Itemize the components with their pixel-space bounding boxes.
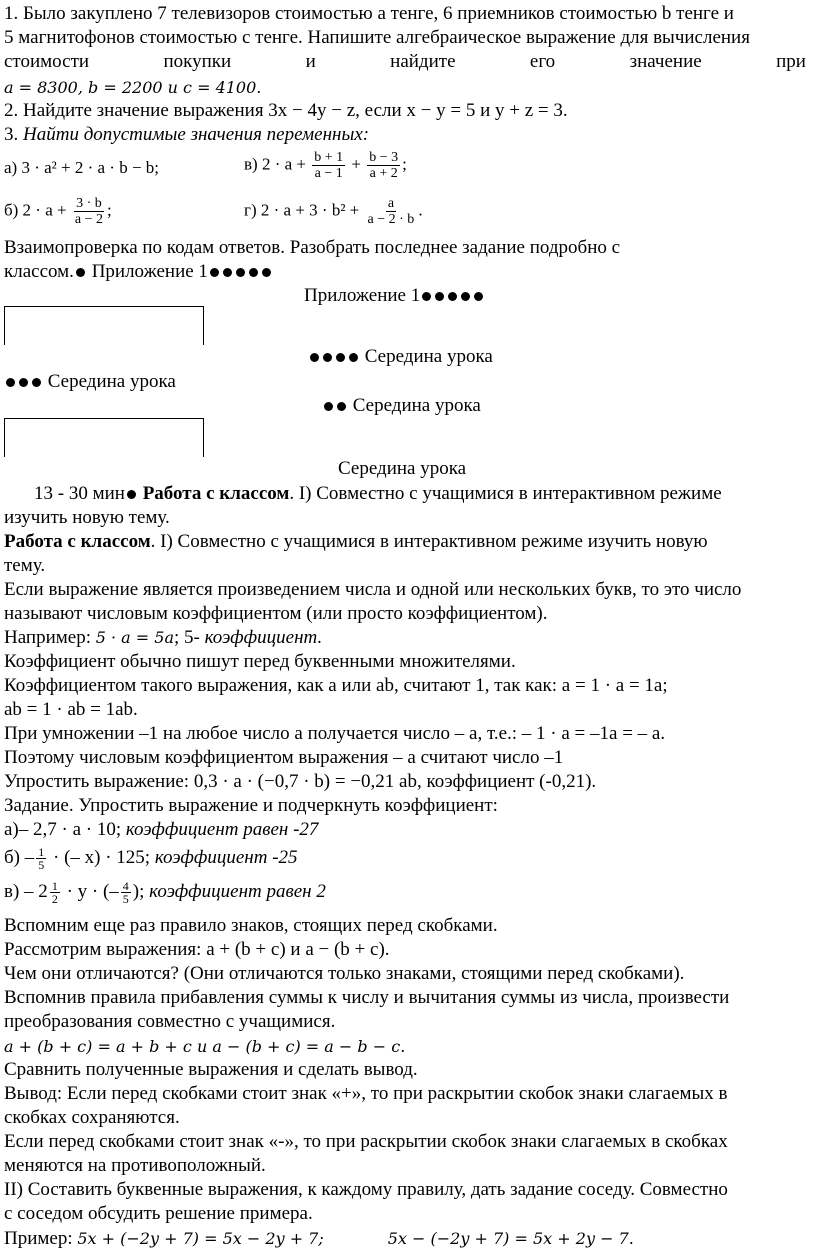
formula-line: a + (b + c) = a + b + c и a − (b + c) = a − b − c. bbox=[4, 1037, 406, 1056]
exercise-g: г) 2 · a + 3 · b² + $\frac{a}{a - 2 \cdot b}$ . bbox=[244, 196, 423, 227]
bullet-dot-icon bbox=[223, 268, 232, 277]
paragraph: Упростить выражение: 0,3 · a · (−0,7 · b) = −0,21 ab, коэффициент (-0,21). bbox=[4, 771, 597, 792]
bullet-dot-icon bbox=[6, 378, 15, 387]
middle-label-2: Середина урока bbox=[4, 370, 806, 393]
exercise-v: в) 2 · a + $\frac{b + 1}{a - 1}$ + $\frac{b - 3}{a + 2}$ ; bbox=[244, 150, 407, 181]
bullet-dot-icon bbox=[324, 402, 333, 411]
word: значение bbox=[629, 51, 702, 72]
middle-label-1: Середина урока bbox=[308, 345, 806, 368]
task3-title: Найти допустимые значения переменных: bbox=[23, 124, 370, 145]
bullet-dot-icon bbox=[336, 353, 345, 362]
word: стоимости bbox=[4, 51, 90, 72]
fraction: $\frac{b - 3}{a + 2}$ bbox=[369, 150, 399, 181]
empty-frame bbox=[4, 306, 204, 345]
lesson-line2: изучить новую тему. bbox=[4, 507, 170, 528]
bullet-dot-icon bbox=[435, 292, 444, 301]
task3-heading bbox=[4, 123, 806, 146]
lesson-line3: Работа с классом. I) Совместно с учащимися в интерактивном режиме изучить новую bbox=[4, 531, 708, 552]
task1-line3 bbox=[4, 50, 806, 73]
bullet-dot-icon bbox=[249, 268, 258, 277]
paragraph: Коэффициент обычно пишут перед буквенными множителями. bbox=[4, 651, 516, 672]
bullet-dot-icon bbox=[323, 353, 332, 362]
fraction: $\frac{a}{a - 2 \cdot b}$ bbox=[367, 196, 415, 227]
paragraph: Поэтому числовым коэффициентом выражения – a считают число –1 bbox=[4, 747, 564, 768]
appendix-heading: Приложение 1 bbox=[304, 284, 806, 307]
bullet-dot-icon bbox=[422, 292, 431, 301]
paragraph: Вспомнив правила прибавления суммы к числу и вычитания суммы из числа, произвести bbox=[4, 987, 730, 1008]
exercise-a: а) 3 · a² + 2 · a · b − b; bbox=[4, 158, 160, 177]
paragraph: с соседом обсудить решение примера. bbox=[4, 1203, 313, 1224]
paragraph: Коэффициентом такого выражения, как a или ab, считают 1, так как: a = 1 · a = 1a; bbox=[4, 675, 668, 696]
fraction: $\frac{4}{5}$ bbox=[122, 879, 129, 907]
empty-frame bbox=[4, 418, 204, 457]
word: его bbox=[529, 51, 556, 72]
bullet-dot-icon bbox=[127, 490, 136, 499]
lesson-line4: тему. bbox=[4, 555, 46, 576]
word: и bbox=[305, 51, 316, 72]
task-b: б) – $\frac{1}{5}$ · (– x) · 125; коэффициент -25 bbox=[4, 845, 298, 873]
bullet-dot-icon bbox=[19, 378, 28, 387]
bullet-dot-icon bbox=[461, 292, 470, 301]
example-final: Пример: 5x + (−2y + 7) = 5x − 2y + 7; 5x − (−2y + 7) = 5x + 2y − 7. bbox=[4, 1228, 634, 1249]
lesson-time-line: 13 - 30 мин Работа с классом. I) Совместно с учащимися в интерактивном режиме bbox=[34, 483, 722, 504]
bullet-dot-icon bbox=[76, 268, 85, 277]
paragraph: Если перед скобками стоит знак «-», то при раскрытии скобок знаки слагаемых в скобках bbox=[4, 1131, 728, 1152]
review-line1: Взаимопроверка по кодам ответов. Разобрать последнее задание подробно с bbox=[4, 237, 621, 258]
bullet-dot-icon bbox=[448, 292, 457, 301]
middle-label-3: Середина урока bbox=[322, 394, 806, 417]
bullet-dot-icon bbox=[349, 353, 358, 362]
task-v: в) – 2 $\frac{1}{2}$ · y · (– $\frac{4}{5}$ ); коэффициент равен 2 bbox=[4, 879, 326, 907]
task1-line1: 1. Было закуплено 7 телевизоров стоимостью a тенге, 6 приемников стоимостью b тенге и bbox=[4, 3, 734, 24]
paragraph: Задание. Упростить выражение и подчеркнуть коэффициент: bbox=[4, 795, 498, 816]
fraction: $\frac{3 \cdot b}{a - 2}$ bbox=[74, 196, 103, 227]
review-line2: классом. Приложение 1 bbox=[4, 260, 806, 283]
task3-number: 3. bbox=[4, 124, 23, 145]
paragraph: Сравнить полученные выражения и сделать вывод. bbox=[4, 1059, 418, 1080]
fraction: $\frac{1}{5}$ bbox=[38, 845, 45, 873]
task-a: а)– 2,7 · a · 10; коэффициент равен -27 bbox=[4, 819, 319, 840]
paragraph: Чем они отличаются? (Они отличаются только знаками, стоящими перед скобками). bbox=[4, 963, 685, 984]
word: при bbox=[776, 51, 806, 72]
task1-line2: 5 магнитофонов стоимостью c тенге. Напишите алгебраическое выражение для вычисления bbox=[4, 27, 750, 48]
task2: 2. Найдите значение выражения 3x − 4y − z, если x − y = 5 и y + z = 3. bbox=[4, 100, 568, 121]
paragraph: При умножении –1 на любое число a получается число – a, т.е.: – 1 · a = –1a = – a. bbox=[4, 723, 666, 744]
paragraph: скобках сохраняются. bbox=[4, 1107, 180, 1128]
bullet-dot-icon bbox=[210, 268, 219, 277]
paragraph: II) Составить буквенные выражения, к каждому правилу, дать задание соседу. Совместно bbox=[4, 1179, 728, 1200]
paragraph: называют числовым коэффициентом (или просто коэффициентом). bbox=[4, 603, 548, 624]
exercise-b: б) 2 · a + $\frac{3 \cdot b}{a - 2}$ ; bbox=[4, 196, 112, 227]
bullet-dot-icon bbox=[262, 268, 271, 277]
fraction: $\frac{b + 1}{a - 1}$ bbox=[314, 150, 344, 181]
word: найдите bbox=[390, 51, 456, 72]
bullet-dot-icon bbox=[310, 353, 319, 362]
paragraph: преобразования совместно с учащимися. bbox=[4, 1011, 336, 1032]
paragraph: Рассмотрим выражения: a + (b + c) и a − (b + c). bbox=[4, 939, 390, 960]
bullet-dot-icon bbox=[236, 268, 245, 277]
example-line: Например: 5 · a = 5a; 5- коэффициент. bbox=[4, 627, 323, 648]
bullet-dot-icon bbox=[337, 402, 346, 411]
paragraph: Вывод: Если перед скобками стоит знак «+», то при раскрытии скобок знаки слагаемых в bbox=[4, 1083, 728, 1104]
fraction: $\frac{1}{2}$ bbox=[51, 879, 58, 907]
paragraph: Если выражение является произведением числа и одной или нескольких букв, то это число bbox=[4, 579, 742, 600]
task1-values: a = 8300, b = 2200 и c = 4100. bbox=[4, 78, 262, 97]
middle-label-4: Середина урока bbox=[338, 458, 467, 479]
paragraph: Вспомним еще раз правило знаков, стоящих перед скобками. bbox=[4, 915, 498, 936]
bullet-dot-icon bbox=[474, 292, 483, 301]
word: покупки bbox=[163, 51, 232, 72]
paragraph: меняются на противоположный. bbox=[4, 1155, 266, 1176]
paragraph: ab = 1 · ab = 1ab. bbox=[4, 699, 138, 720]
bullet-dot-icon bbox=[32, 378, 41, 387]
